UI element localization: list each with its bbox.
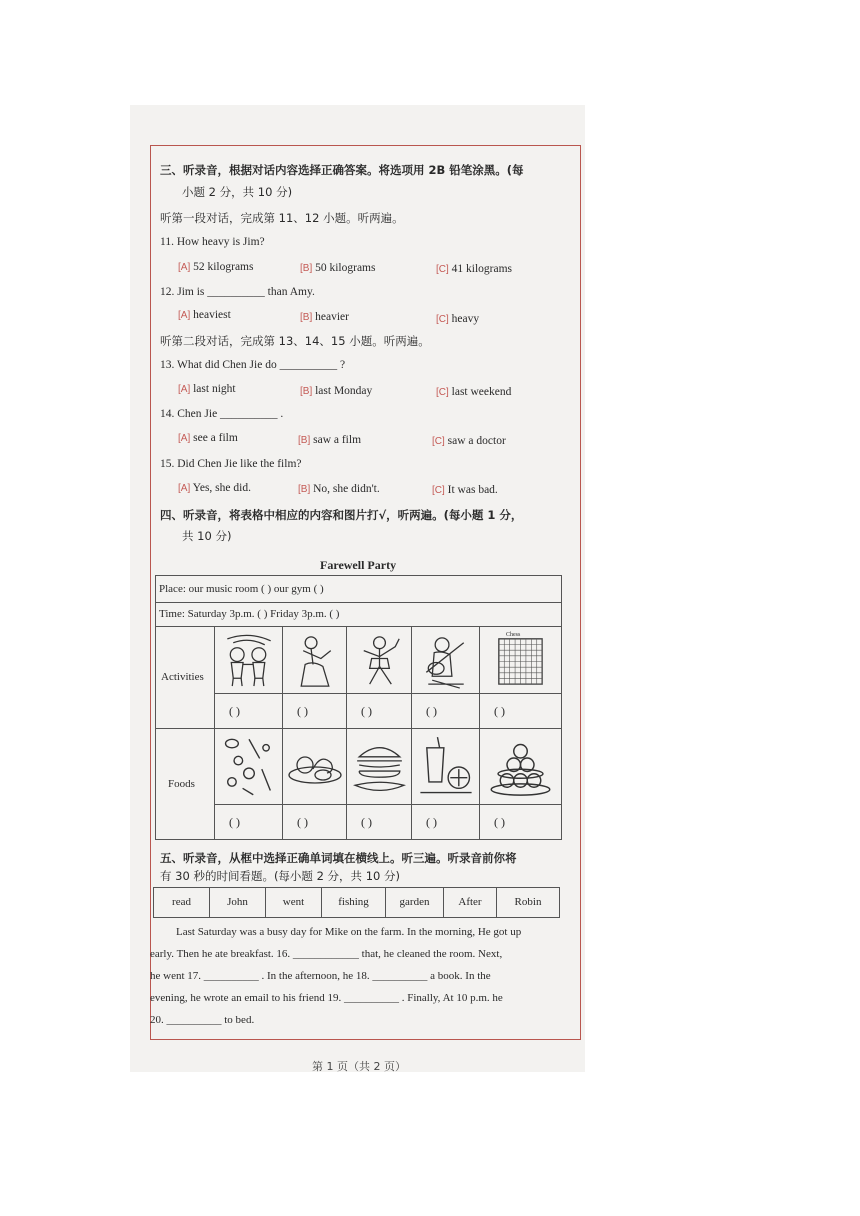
option-letter: [B]	[300, 386, 313, 397]
section5-heading-cont: 有 30 秒的时间看题。(每小题 2 分，共 10 分)	[160, 869, 400, 883]
dancing-kids-picture	[217, 629, 281, 692]
answer-parentheses[interactable]: ( )	[494, 704, 505, 718]
answer-cell	[412, 805, 480, 840]
chess-caption: Chess	[506, 632, 521, 638]
option-text: last weekend	[451, 386, 512, 398]
section3-heading-cont: 小题 2 分，共 10 分)	[182, 185, 293, 199]
chess-board-picture	[482, 629, 559, 692]
time-row-text[interactable]: Time: Saturday 3p.m. ( ) Friday 3p.m. ( )	[159, 608, 340, 620]
page-footer: 第 1 页（共 2 页）	[312, 1060, 406, 1073]
q13-option-c[interactable]	[436, 385, 511, 400]
word-bank-word: John	[227, 896, 248, 908]
option-letter: [C]	[436, 264, 449, 275]
table-title: Farewell Party	[320, 558, 397, 572]
food-picture-cell	[283, 729, 347, 805]
foods-label-cell	[156, 729, 215, 840]
answer-cell	[480, 805, 561, 840]
q14-option-c[interactable]	[432, 434, 506, 449]
option-text: heaviest	[193, 309, 231, 321]
food-picture-cell	[480, 729, 561, 805]
part1-instruction: 听第一段对话，完成第 11、12 小题。听两遍。	[160, 211, 404, 225]
answer-parentheses[interactable]: ( )	[229, 704, 240, 718]
word-bank-word: After	[458, 896, 482, 908]
word-bank-cell	[497, 888, 559, 917]
answer-cell	[347, 694, 412, 729]
fruit-plate-picture	[285, 731, 345, 803]
answer-cell	[283, 805, 347, 840]
farewell-party-table	[155, 575, 562, 840]
section5-heading: 五、听录音，从框中选择正确单词填在横线上。听三遍。听录音前你将	[160, 851, 517, 865]
answer-parentheses[interactable]: ( )	[361, 815, 372, 829]
question-15: 15. Did Chen Jie like the film?	[160, 458, 302, 470]
word-bank-word: Robin	[514, 896, 542, 908]
answer-parentheses[interactable]: ( )	[426, 815, 437, 829]
food-picture-cell	[412, 729, 480, 805]
foods-label: Foods	[168, 778, 195, 790]
activity-picture-cell	[347, 627, 412, 694]
q13-option-b[interactable]	[300, 384, 372, 399]
activity-picture-cell	[215, 627, 283, 694]
passage-line-5[interactable]: 20. __________ to bed.	[150, 1014, 255, 1026]
word-bank-word: read	[172, 896, 191, 908]
place-row	[156, 576, 561, 603]
option-letter: [B]	[298, 484, 311, 495]
q11-option-a[interactable]	[178, 260, 253, 275]
food-picture-cell	[347, 729, 412, 805]
passage-line-3[interactable]: he went 17. __________ . In the afternoon, he 18. __________ a book. In the	[150, 970, 491, 982]
food-picture-cell	[215, 729, 283, 805]
word-bank-cell	[386, 888, 444, 917]
hamburger-hotdog-picture	[349, 731, 410, 803]
option-letter: [C]	[432, 436, 445, 447]
answer-parentheses[interactable]: ( )	[426, 704, 437, 718]
question-11: 11. How heavy is Jim?	[160, 236, 265, 248]
option-letter: [A]	[178, 310, 191, 321]
answer-parentheses[interactable]: ( )	[494, 815, 505, 829]
word-bank-cell	[444, 888, 497, 917]
option-text: last night	[193, 383, 236, 395]
option-text: saw a film	[313, 434, 362, 446]
question-12: 12. Jim is __________ than Amy.	[160, 286, 315, 298]
candy-picture	[217, 731, 281, 803]
dancing-woman-picture	[285, 629, 345, 692]
option-letter: [A]	[178, 262, 191, 273]
answer-cell	[283, 694, 347, 729]
q12-option-b[interactable]	[300, 310, 349, 325]
exam-page-photo	[130, 105, 585, 1072]
q15-option-a[interactable]	[178, 481, 251, 496]
question-13: 13. What did Chen Jie do __________ ?	[160, 359, 346, 371]
word-bank-cell	[322, 888, 386, 917]
answer-cell	[215, 805, 283, 840]
word-bank-word: garden	[399, 896, 430, 908]
drink-fruit-picture	[414, 731, 478, 803]
option-text: heavier	[315, 311, 349, 323]
cupcakes-picture	[482, 731, 559, 803]
section3-heading: 三、听录音，根据对话内容选择正确答案。将选项用 2B 铅笔涂黑。(每	[160, 163, 524, 177]
passage-line-4[interactable]: evening, he wrote an email to his friend 19. __________ . Finally, At 10 p.m. he	[150, 992, 503, 1004]
word-bank	[153, 887, 560, 918]
word-bank-cell	[266, 888, 322, 917]
option-letter: [A]	[178, 384, 191, 395]
section4-heading-cont: 共 10 分)	[182, 529, 232, 543]
option-text: 41 kilograms	[451, 263, 513, 275]
time-row	[156, 603, 561, 627]
option-text: heavy	[451, 313, 480, 325]
answer-parentheses[interactable]: ( )	[297, 815, 308, 829]
q15-option-c[interactable]	[432, 483, 498, 498]
word-bank-word: went	[282, 896, 305, 908]
option-letter: [C]	[436, 314, 449, 325]
option-letter: [A]	[178, 433, 191, 444]
activity-picture-cell	[283, 627, 347, 694]
option-text: 50 kilograms	[315, 262, 376, 274]
answer-cell	[347, 805, 412, 840]
answer-parentheses[interactable]: ( )	[229, 815, 240, 829]
option-text: No, she didn't.	[313, 483, 380, 495]
answer-parentheses[interactable]: ( )	[361, 704, 372, 718]
answer-parentheses[interactable]: ( )	[297, 704, 308, 718]
q15-option-b[interactable]	[298, 482, 380, 497]
guitar-player-picture	[414, 629, 478, 692]
option-letter: [B]	[298, 435, 311, 446]
option-text: saw a doctor	[447, 435, 506, 447]
passage-line-1: Last Saturday was a busy day for Mike on the farm. In the morning, He got up	[176, 926, 522, 938]
option-text: last Monday	[315, 385, 373, 397]
word-bank-cell	[210, 888, 266, 917]
kung-fu-man-picture	[349, 629, 410, 692]
q12-option-a[interactable]	[178, 308, 231, 323]
q14-option-a[interactable]	[178, 431, 238, 446]
q11-option-c[interactable]	[436, 262, 512, 277]
word-bank-word: fishing	[338, 896, 369, 908]
q13-option-a[interactable]	[178, 382, 236, 397]
option-letter: [C]	[436, 387, 449, 398]
option-letter: [B]	[300, 312, 313, 323]
option-letter: [B]	[300, 263, 313, 274]
section4-heading: 四、听录音，将表格中相应的内容和图片打√，听两遍。(每小题 1 分，	[160, 508, 523, 522]
passage-line-2[interactable]: early. Then he ate breakfast. 16. ____________ that, he cleaned the room. Next,	[150, 948, 503, 960]
q14-option-b[interactable]	[298, 433, 361, 448]
part2-instruction: 听第二段对话，完成第 13、14、15 小题。听两遍。	[160, 334, 430, 348]
word-bank-cell	[154, 888, 210, 917]
activities-label-cell	[156, 627, 215, 729]
option-text: 52 kilograms	[193, 261, 254, 273]
option-text: Yes, she did.	[192, 482, 251, 494]
option-text: see a film	[193, 432, 238, 444]
answer-cell	[480, 694, 561, 729]
option-letter: [A]	[178, 483, 191, 494]
q11-option-b[interactable]	[300, 261, 375, 276]
q12-option-c[interactable]	[436, 312, 479, 327]
question-14: 14. Chen Jie __________ .	[160, 408, 284, 420]
activities-label: Activities	[161, 671, 204, 683]
activity-picture-cell	[480, 627, 561, 694]
place-row-text[interactable]: Place: our music room ( ) our gym ( )	[159, 583, 324, 595]
activity-picture-cell	[412, 627, 480, 694]
option-letter: [C]	[432, 485, 445, 496]
answer-cell	[215, 694, 283, 729]
option-text: It was bad.	[447, 484, 498, 496]
answer-cell	[412, 694, 480, 729]
